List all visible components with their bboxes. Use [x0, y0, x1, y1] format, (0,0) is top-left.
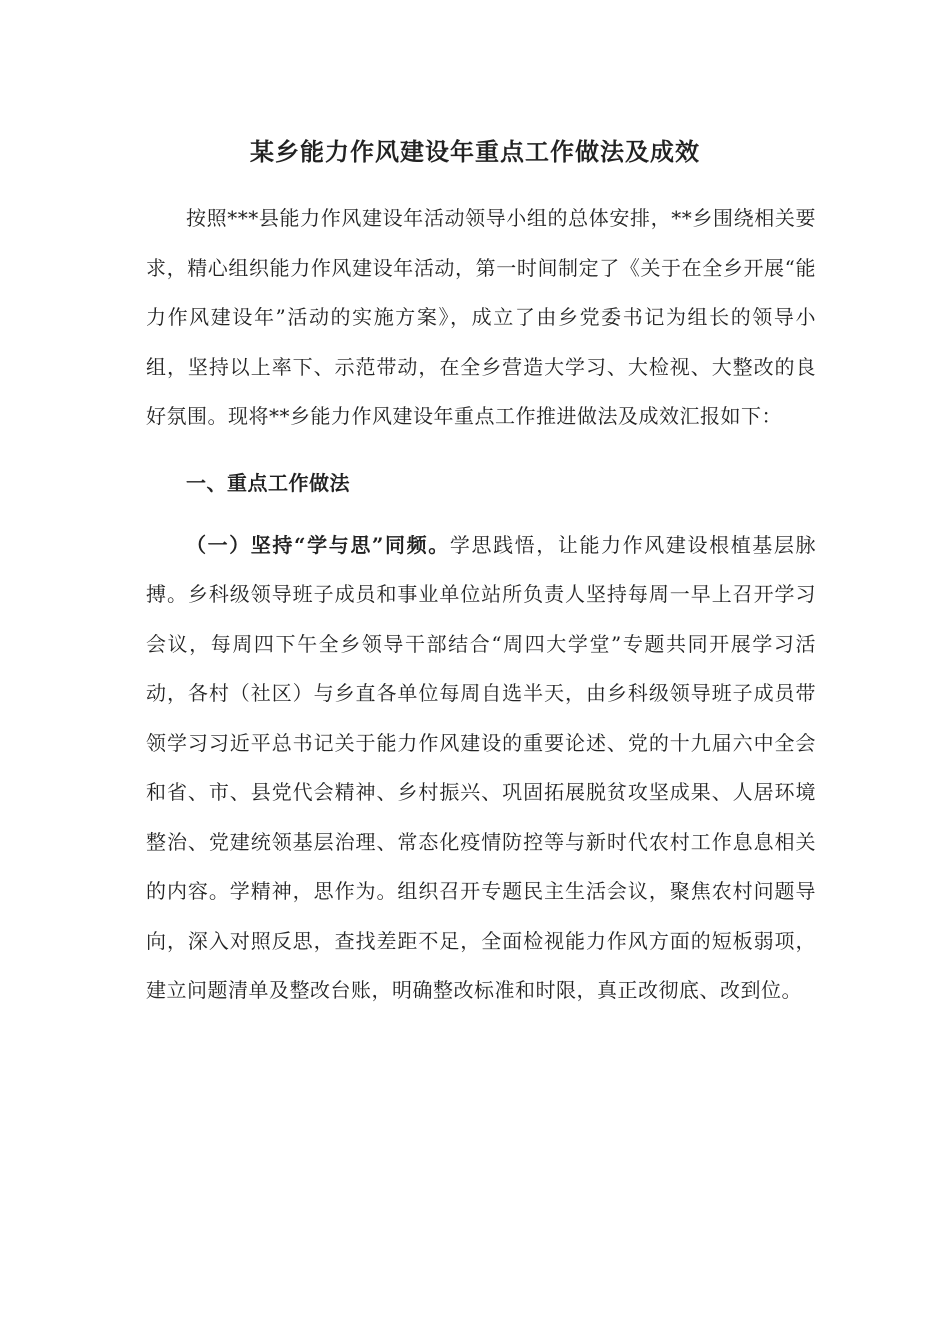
section-heading: 一、重点工作做法	[186, 470, 350, 495]
paragraph-lead: （一）坚持“学与思”同频。	[186, 532, 450, 557]
document-body	[146, 194, 816, 1016]
paragraph-text: 学思践悟，让能力作风建设根植基层脉搏。乡科级领导班子成员和事业单位站所负责人坚持每周一早上召开学习会议，每周四下午全乡领导干部结合“周四大学堂”专题共同开展学习活动，各村（社区）与乡直各单位每周自选半天，由乡科级领导班子成员带领学习习近平总书记关于能力作风建设的重要论述、党的十九届六中全会和省、市、县党代会精神、乡村振兴、巩固拓展脱贫攻坚成果、人居环境整治、党建统领基层治理、常态化疫情防控等与新时代农村工作息息相关的内容。学精神，思作为。组织召开专题民主生活会议，聚焦农村问题导向，深入对照反思，查找差距不足，全面检视能力作风方面的短板弱项，建立问题清单及整改台账，明确整改标准和时限，真正改彻底、改到位。	[146, 532, 817, 1002]
document-title: 某乡能力作风建设年重点工作做法及成效	[250, 137, 700, 166]
intro-paragraph: 按照***县能力作风建设年活动领导小组的总体安排，**乡围绕相关要求，精心组织能力作风建设年活动，第一时间制定了《关于在全乡开展“能力作风建设年”活动的实施方案》，成立了由乡党委书记为组长的领导小组，坚持以上率下、示范带动，在全乡营造大学习、大检视、大整改的良好氛围。现将**乡能力作风建设年重点工作推进做法及成效汇报如下：	[146, 206, 816, 428]
section-paragraph	[146, 521, 816, 1016]
